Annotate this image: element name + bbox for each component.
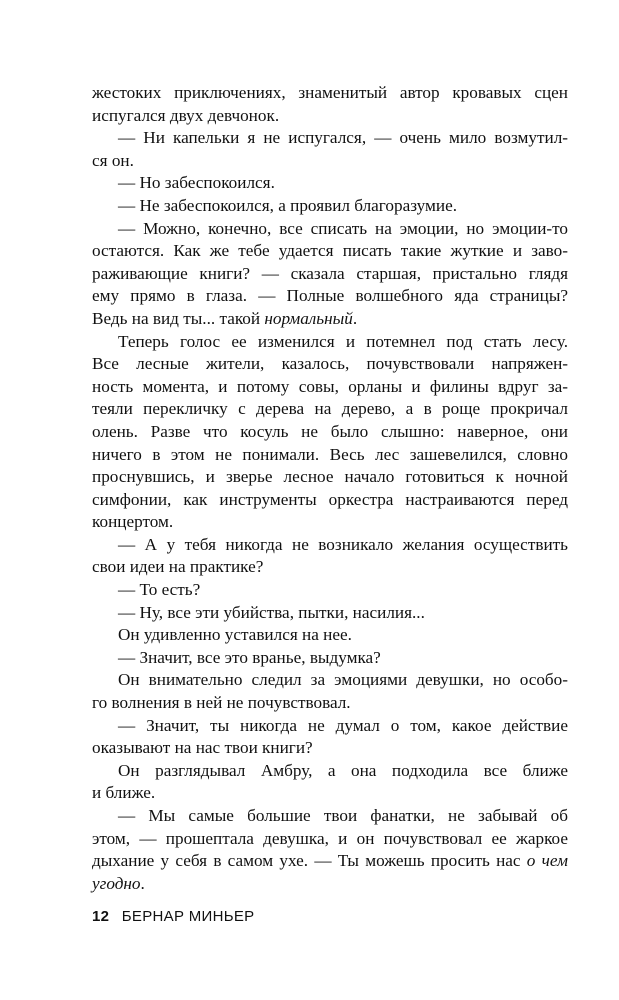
text-line — [92, 308, 568, 331]
text-line — [92, 466, 568, 489]
text-line — [92, 444, 568, 467]
text-line-content: Все лесные жители, казалось, почувствовали напряжен- — [92, 354, 568, 374]
text-line — [92, 150, 568, 173]
text-line-content: — А у тебя никогда не возникало желания осуществить — [118, 534, 568, 554]
text-line — [92, 579, 568, 602]
text-line-content: — Не забеспокоился, а проявил благоразумие. — [118, 195, 458, 215]
text-line-content: проснувшись, и зверье лесное начало готовиться к ночной — [92, 467, 568, 487]
text-line — [92, 647, 568, 670]
text-line — [92, 421, 568, 444]
text-line-content: ся он. — [92, 150, 134, 170]
text-line-content: дыхание у себя в самом ухе. — Ты можешь просить нас — [92, 851, 527, 871]
text-line — [92, 805, 568, 828]
text-line-content: — Можно, конечно, все списать на эмоции, но эмоции-то — [118, 218, 568, 238]
text-line-content: концертом. — [92, 512, 174, 532]
text-line-content: — Ни капельки я не испугался, — очень мило возмутил- — [118, 128, 568, 148]
text-line-content: и ближе. — [92, 783, 156, 803]
running-head-author: БЕРНАР МИНЬЕР — [121, 908, 255, 925]
text-line-content: ность момента, и потому совы, орланы и филины вдруг за- — [92, 376, 568, 396]
text-line — [92, 737, 568, 760]
text-line-tail: . — [140, 873, 145, 893]
text-line — [92, 534, 568, 557]
text-line — [92, 82, 568, 105]
text-line — [92, 850, 568, 873]
text-line — [92, 489, 568, 512]
text-line — [92, 331, 568, 354]
text-line-content: оказывают на нас твои книги? — [92, 738, 313, 758]
text-line — [92, 263, 568, 286]
text-line-content: — Значит, все это вранье, выдумка? — [118, 647, 381, 667]
text-line-content: Теперь голос ее изменился и потемнел под стать лесу. — [118, 331, 568, 351]
text-line-content: Он внимательно следил за эмоциями девушки, но особо- — [118, 670, 568, 690]
text-line — [92, 873, 568, 896]
text-line-content: — То есть? — [118, 580, 201, 600]
text-line — [92, 353, 568, 376]
italic-emphasis: нормальный — [264, 308, 353, 328]
italic-emphasis: угодно — [92, 873, 141, 893]
text-line-content: симфонии, как инструменты оркестра настраиваются перед — [92, 489, 568, 509]
text-line — [92, 285, 568, 308]
text-line-content: олень. Разве что косуль не было слышно: наверное, они — [92, 421, 568, 441]
italic-emphasis: о чем — [526, 851, 568, 871]
text-line-content: Он удивленно уставился на нее. — [118, 625, 352, 645]
text-line — [92, 828, 568, 851]
text-line-content: свои идеи на практике? — [92, 557, 264, 577]
text-line — [92, 127, 568, 150]
text-line-content: — Значит, ты никогда не думал о том, какое действие — [118, 715, 568, 735]
text-line-tail: . — [352, 308, 358, 328]
text-line — [92, 105, 568, 128]
text-line — [92, 240, 568, 263]
text-line — [92, 669, 568, 692]
text-line — [92, 172, 568, 195]
text-line — [92, 715, 568, 738]
body-text — [92, 82, 568, 895]
text-line — [92, 624, 568, 647]
text-line — [92, 760, 568, 783]
text-line-content: — Мы самые большие твои фанатки, не забывай об — [118, 806, 568, 825]
text-line-content: жестоких приключениях, знаменитый автор кровавых сцен — [92, 83, 568, 102]
text-line-content: этом, — прошептала девушка, и он почувствовал ее жаркое — [92, 828, 568, 848]
text-line — [92, 556, 568, 579]
text-line-content: — Ну, все эти убийства, пытки, насилия... — [118, 602, 425, 622]
text-line-content: раживающие книги? — сказала старшая, пристально глядя — [92, 263, 568, 283]
text-line-content: — Но забеспокоился. — [118, 173, 275, 193]
text-line — [92, 602, 568, 625]
text-line-content: теяли перекличку с дерева на дерево, а в роще прокричал — [92, 399, 568, 419]
running-footer — [92, 908, 255, 925]
text-line-content: ему прямо в глаза. — Полные волшебного яда страницы? — [92, 286, 568, 306]
text-line-content: остаются. Как же тебе удается писать такие жуткие и заво- — [92, 241, 568, 261]
text-line — [92, 511, 568, 534]
text-line — [92, 218, 568, 241]
text-line — [92, 195, 568, 218]
text-line-content: ничего в этом не понимали. Весь лес зашевелился, словно — [92, 444, 568, 464]
text-line — [92, 692, 568, 715]
text-line — [92, 376, 568, 399]
page-number: 12 — [92, 908, 110, 925]
text-line-content: Он разглядывал Амбру, а она подходила все ближе — [118, 760, 568, 780]
text-line-content: испугался двух девчонок. — [92, 105, 280, 125]
text-line — [92, 782, 568, 805]
text-line-content: го волнения в ней не почувствовал. — [92, 693, 351, 713]
text-line — [92, 398, 568, 421]
text-line-content: Ведь на вид ты... такой — [92, 308, 265, 328]
